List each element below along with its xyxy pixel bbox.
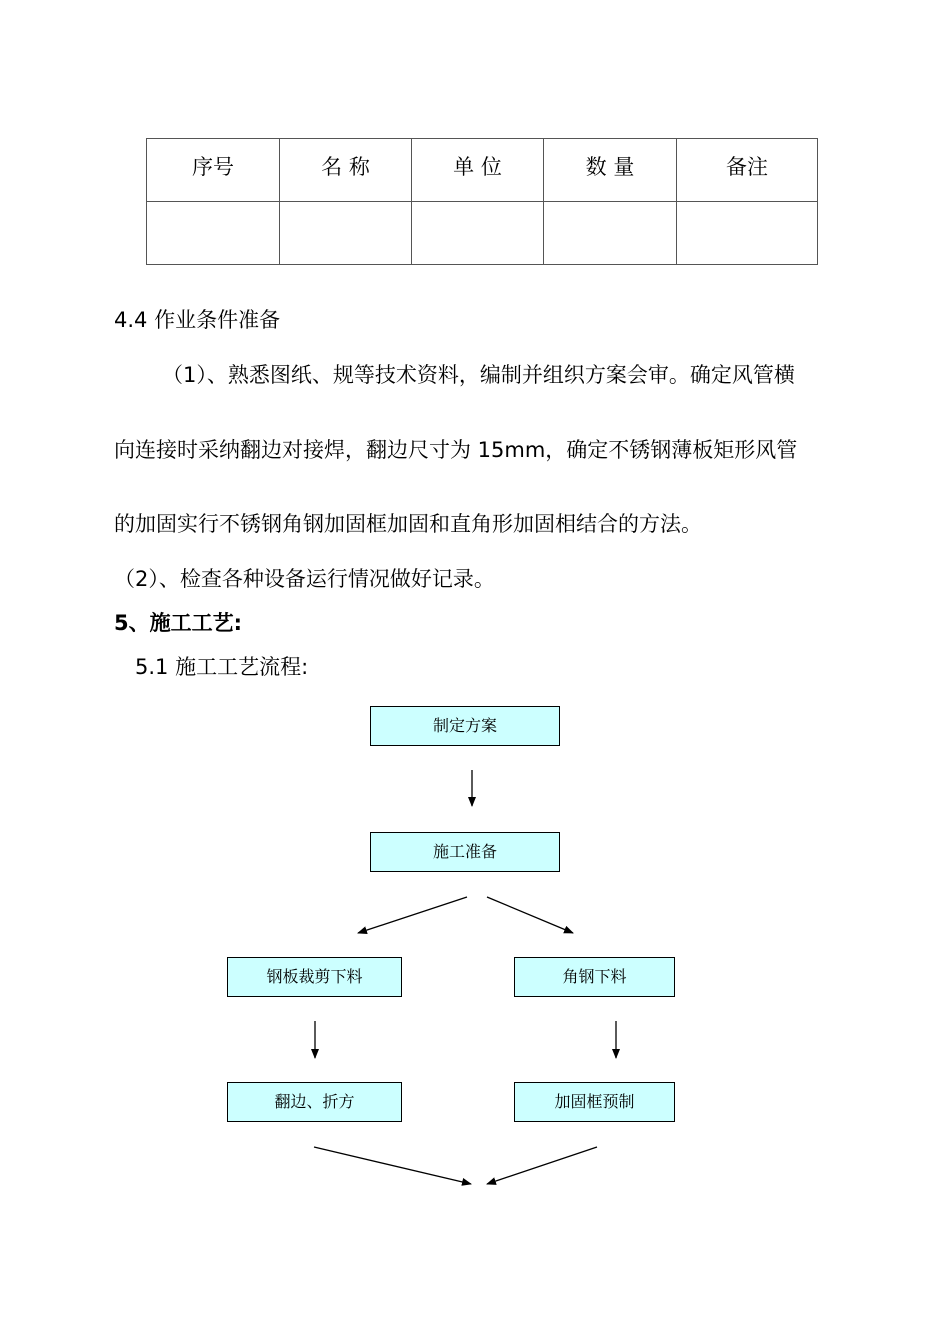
table-header-cell: 单 位 xyxy=(412,139,544,202)
flow-node-flanging: 翻边、折方 xyxy=(227,1082,402,1122)
flow-node-prepare: 施工准备 xyxy=(370,832,560,872)
flow-node-frame: 加固框预制 xyxy=(514,1082,675,1122)
item1-line2: 向连接时采纳翻边对接焊，翻边尺寸为 15mm，确定不锈钢薄板矩形风管 xyxy=(114,438,798,462)
flow-node-angle-cut: 角钢下料 xyxy=(514,957,675,997)
arrow-frame-to-merge xyxy=(487,1147,597,1184)
section-5-1-heading: 5.1 施工工艺流程: xyxy=(135,655,309,679)
flow-node-plan: 制定方案 xyxy=(370,706,560,746)
section-4-4-heading: 4.4 作业条件准备 xyxy=(114,308,281,332)
arrow-prepare-to-steel xyxy=(358,897,467,933)
item2-text: （2）、检查各种设备运行情况做好记录。 xyxy=(114,567,495,591)
table-header-cell: 数 量 xyxy=(544,139,677,202)
item1-line1: （1）、熟悉图纸、规等技术资料，编制并组织方案会审。确定风管横 xyxy=(162,363,795,387)
arrow-prepare-to-angle xyxy=(487,897,573,933)
item1-line3: 的加固实行不锈钢角钢加固框加固和直角形加固相结合的方法。 xyxy=(114,512,702,536)
table-header-cell: 备注 xyxy=(677,139,818,202)
flow-node-steel-cut: 钢板裁剪下料 xyxy=(227,957,402,997)
table-header-cell: 序号 xyxy=(147,139,280,202)
arrow-flanging-to-merge xyxy=(314,1147,471,1184)
section-5-heading: 5、施工工艺: xyxy=(114,611,243,635)
table-header-cell: 名 称 xyxy=(280,139,412,202)
